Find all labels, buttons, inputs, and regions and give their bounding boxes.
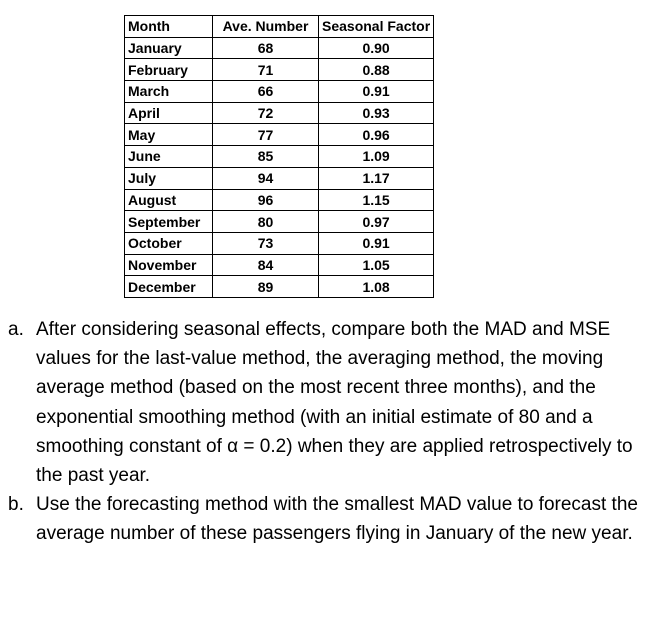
question-text: Use the forecasting method with the smallest MAD value to forecast the average number of these passengers flying in January of the new year. (36, 494, 638, 545)
cell-seasonal-factor: 1.08 (319, 276, 434, 298)
cell-seasonal-factor: 0.96 (319, 124, 434, 146)
cell-ave-number: 68 (213, 37, 319, 59)
table-row (125, 167, 434, 189)
cell-seasonal-factor: 1.05 (319, 254, 434, 276)
cell-month: January (125, 37, 213, 59)
table-row (125, 124, 434, 146)
question-text: After considering seasonal effects, compare both the MAD and MSE values for the last-value method, the averaging method, the moving average method (based on the most recent three months), and the exponential smoothing method (with an initial estimate of 80 and a smoothing constant of α = 0.2) when they are applied retrospectively to the past year. (36, 319, 633, 487)
cell-month: July (125, 167, 213, 189)
cell-month: May (125, 124, 213, 146)
table-row (125, 254, 434, 276)
cell-seasonal-factor: 0.88 (319, 59, 434, 81)
cell-month: April (125, 102, 213, 124)
cell-month: March (125, 81, 213, 103)
header-month: Month (125, 16, 213, 38)
cell-seasonal-factor: 0.91 (319, 81, 434, 103)
cell-ave-number: 73 (213, 232, 319, 254)
table-row (125, 59, 434, 81)
table-row (125, 37, 434, 59)
cell-month: November (125, 254, 213, 276)
cell-month: December (125, 276, 213, 298)
cell-ave-number: 71 (213, 59, 319, 81)
cell-month: June (125, 146, 213, 168)
cell-ave-number: 66 (213, 81, 319, 103)
cell-ave-number: 94 (213, 167, 319, 189)
question-item-a (8, 315, 644, 490)
cell-seasonal-factor: 0.90 (319, 37, 434, 59)
cell-seasonal-factor: 0.93 (319, 102, 434, 124)
cell-ave-number: 72 (213, 102, 319, 124)
cell-ave-number: 77 (213, 124, 319, 146)
table-row (125, 146, 434, 168)
table-row (125, 276, 434, 298)
cell-seasonal-factor: 0.91 (319, 232, 434, 254)
cell-month: August (125, 189, 213, 211)
cell-month: September (125, 211, 213, 233)
table-row (125, 189, 434, 211)
cell-seasonal-factor: 0.97 (319, 211, 434, 233)
table-row (125, 211, 434, 233)
question-marker: a. (8, 319, 24, 340)
table-row (125, 232, 434, 254)
cell-ave-number: 89 (213, 276, 319, 298)
cell-seasonal-factor: 1.15 (319, 189, 434, 211)
cell-ave-number: 85 (213, 146, 319, 168)
cell-seasonal-factor: 1.09 (319, 146, 434, 168)
table-row (125, 102, 434, 124)
header-ave-number: Ave. Number (213, 16, 319, 38)
cell-ave-number: 96 (213, 189, 319, 211)
question-list (8, 315, 644, 549)
question-item-b (8, 490, 644, 548)
cell-seasonal-factor: 1.17 (319, 167, 434, 189)
cell-ave-number: 80 (213, 211, 319, 233)
table-header-row (125, 16, 434, 38)
seasonal-factor-table (124, 15, 434, 298)
cell-month: October (125, 232, 213, 254)
cell-month: February (125, 59, 213, 81)
header-seasonal-factor: Seasonal Factor (319, 16, 434, 38)
cell-ave-number: 84 (213, 254, 319, 276)
seasonal-factor-table-container (124, 15, 434, 298)
question-marker: b. (8, 494, 24, 516)
table-row (125, 81, 434, 103)
